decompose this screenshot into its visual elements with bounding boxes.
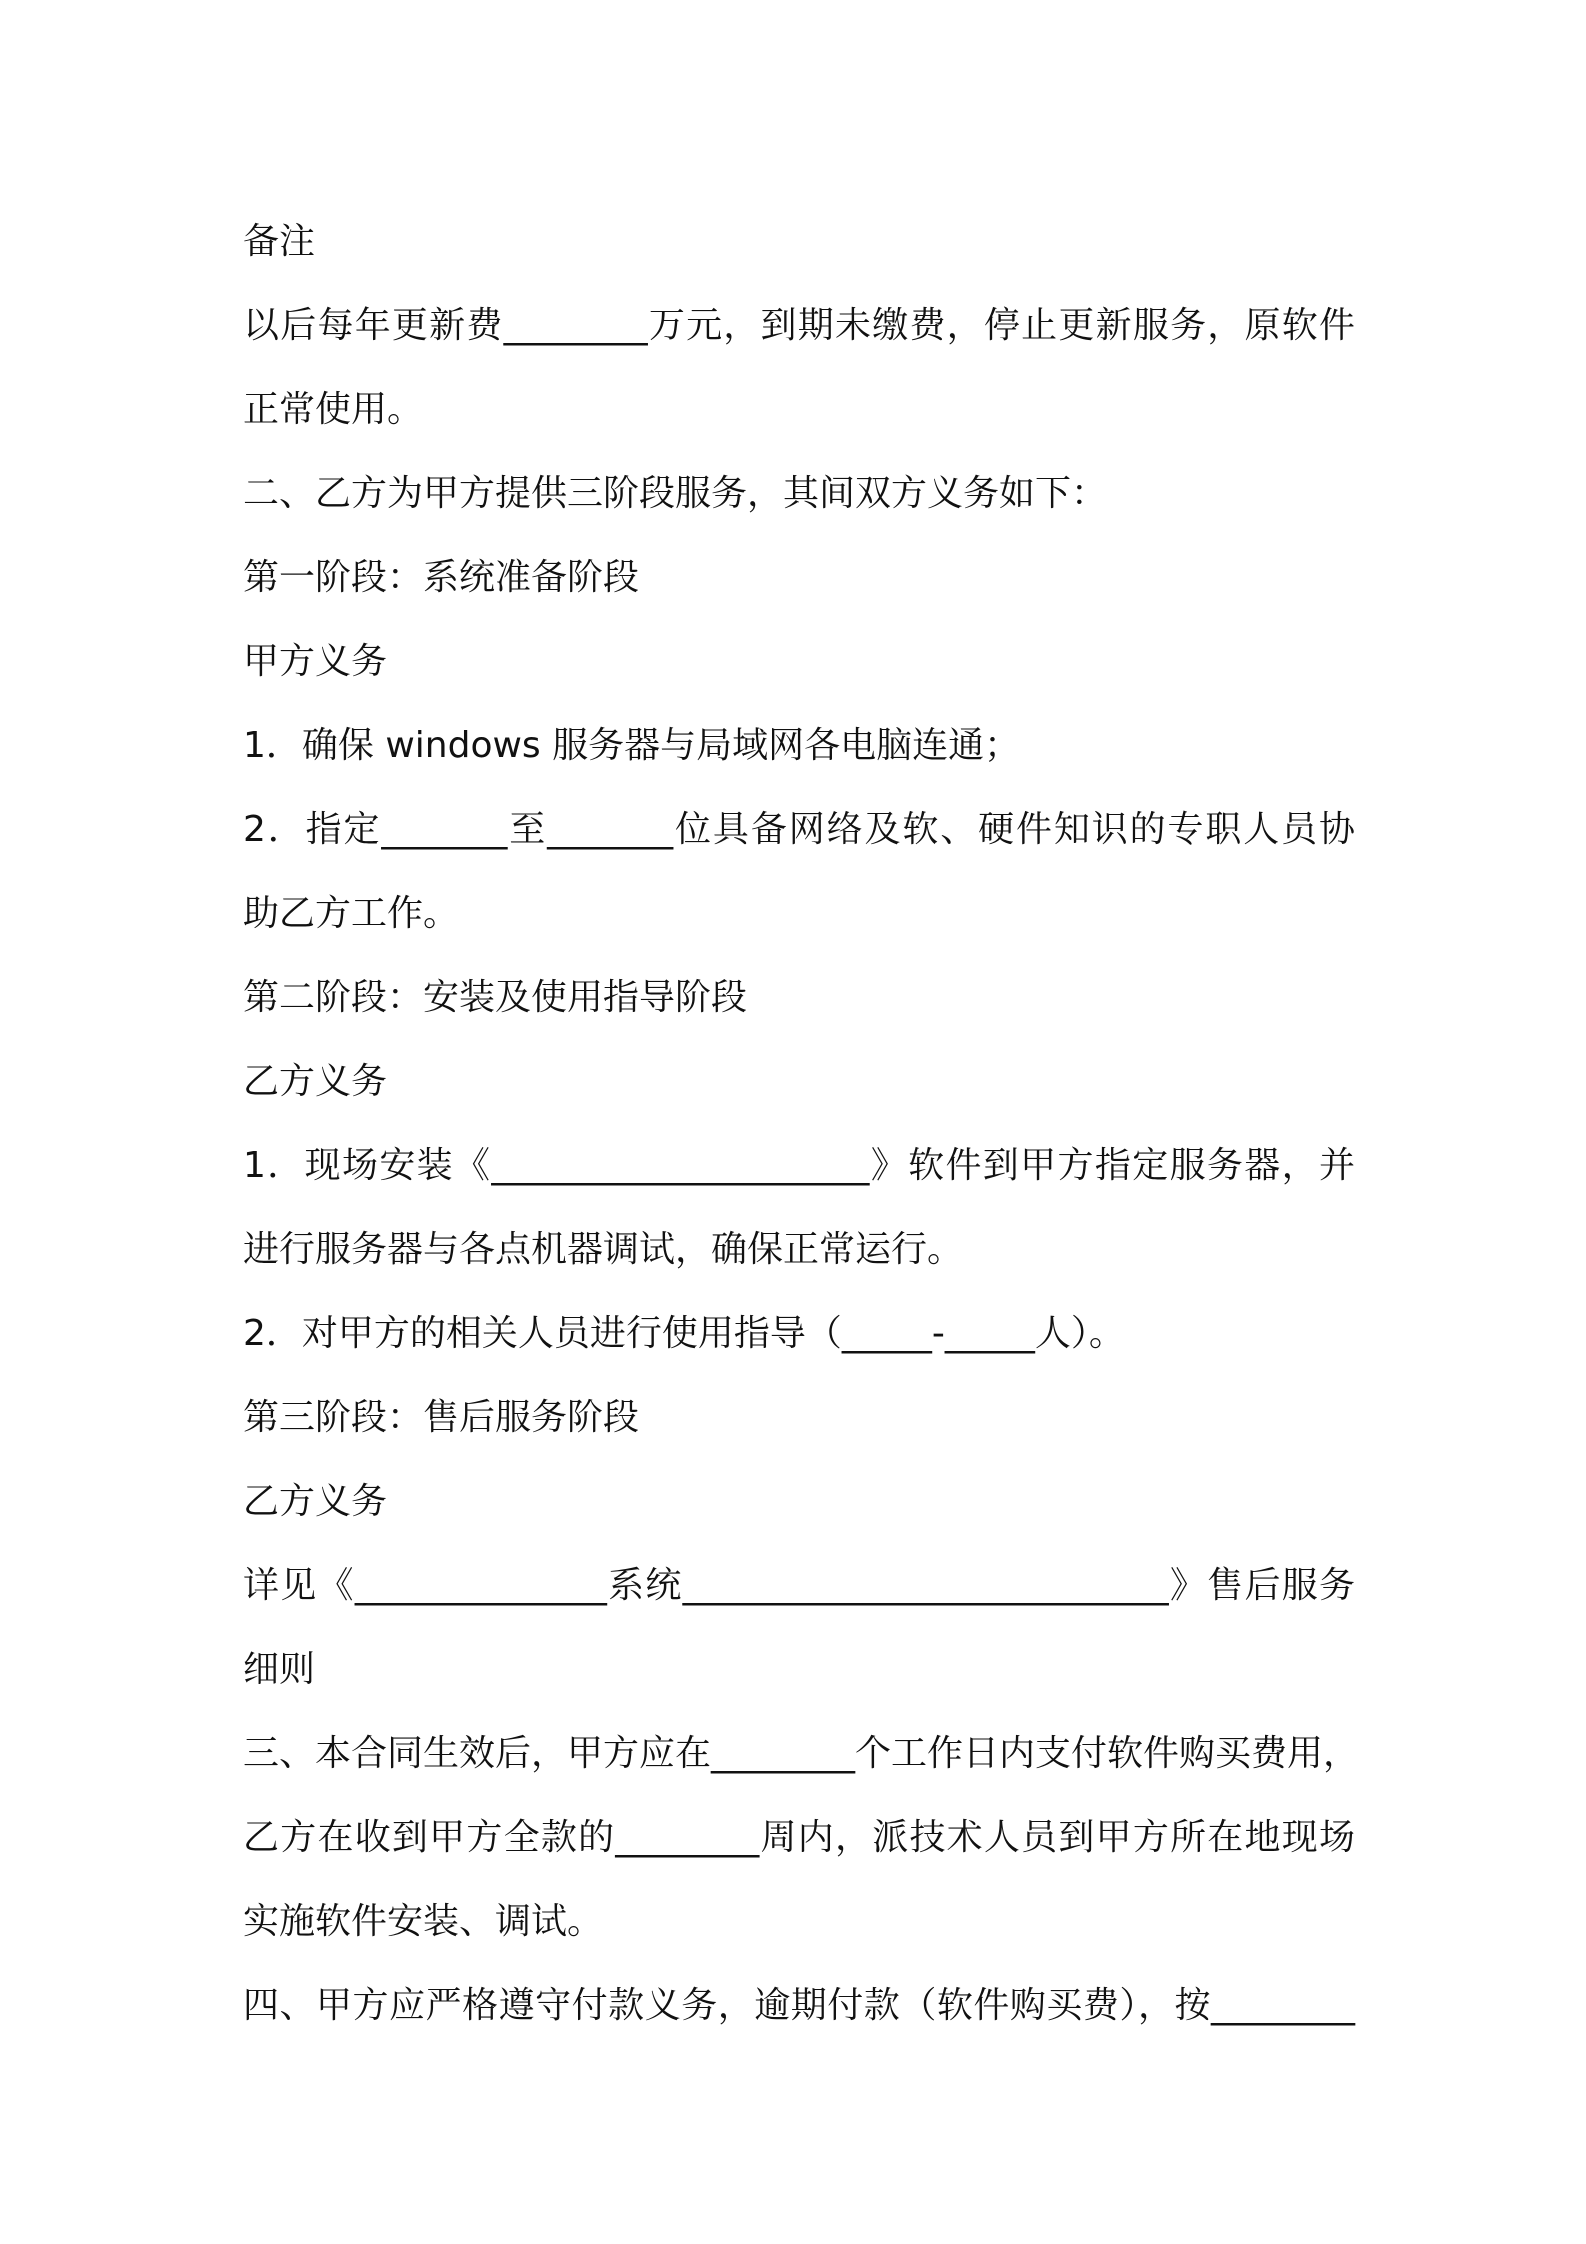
remark-heading: 备注 — [243, 221, 316, 262]
section-line: 三、本合同生效后，甲方应在________个工作日内支付软件购买费用， — [243, 1733, 1360, 1774]
obligation-heading: 乙方义务 — [243, 1061, 388, 1102]
paragraph-line: 进行服务器与各点机器调试，确保正常运行。 — [243, 1229, 964, 1270]
stage-heading: 第一阶段：系统准备阶段 — [243, 557, 640, 598]
paragraph-line: 详见《______________系统___________________________》售后服务 — [243, 1565, 1355, 1606]
section-line: 四、甲方应严格遵守付款义务，逾期付款（软件购买费），按________ — [243, 1985, 1355, 2026]
list-item: 1．现场安装《_____________________》软件到甲方指定服务器，并 — [243, 1145, 1355, 1186]
paragraph-line: 乙方在收到甲方全款的________周内，派技术人员到甲方所在地现场 — [243, 1817, 1355, 1858]
paragraph-line: 助乙方工作。 — [243, 893, 460, 934]
document-body — [243, 200, 1360, 2048]
obligation-heading: 乙方义务 — [243, 1481, 388, 1522]
paragraph-line: 以后每年更新费________万元，到期未缴费，停止更新服务，原软件 — [243, 305, 1355, 346]
section-heading: 二、乙方为甲方提供三阶段服务，其间双方义务如下： — [243, 473, 1108, 514]
paragraph-line: 正常使用。 — [243, 389, 424, 430]
stage-heading: 第二阶段：安装及使用指导阶段 — [243, 977, 748, 1018]
paragraph-line: 细则 — [243, 1649, 316, 1690]
list-item: 2．对甲方的相关人员进行使用指导（_____-_____人）。 — [243, 1313, 1125, 1354]
stage-heading: 第三阶段：售后服务阶段 — [243, 1397, 640, 1438]
list-item: 1．确保 windows 服务器与局域网各电脑连通； — [243, 725, 1021, 766]
obligation-heading: 甲方义务 — [243, 641, 388, 682]
paragraph-line: 实施软件安装、调试。 — [243, 1901, 604, 1942]
list-item: 2．指定_______至_______位具备网络及软、硬件知识的专职人员协 — [243, 809, 1355, 850]
